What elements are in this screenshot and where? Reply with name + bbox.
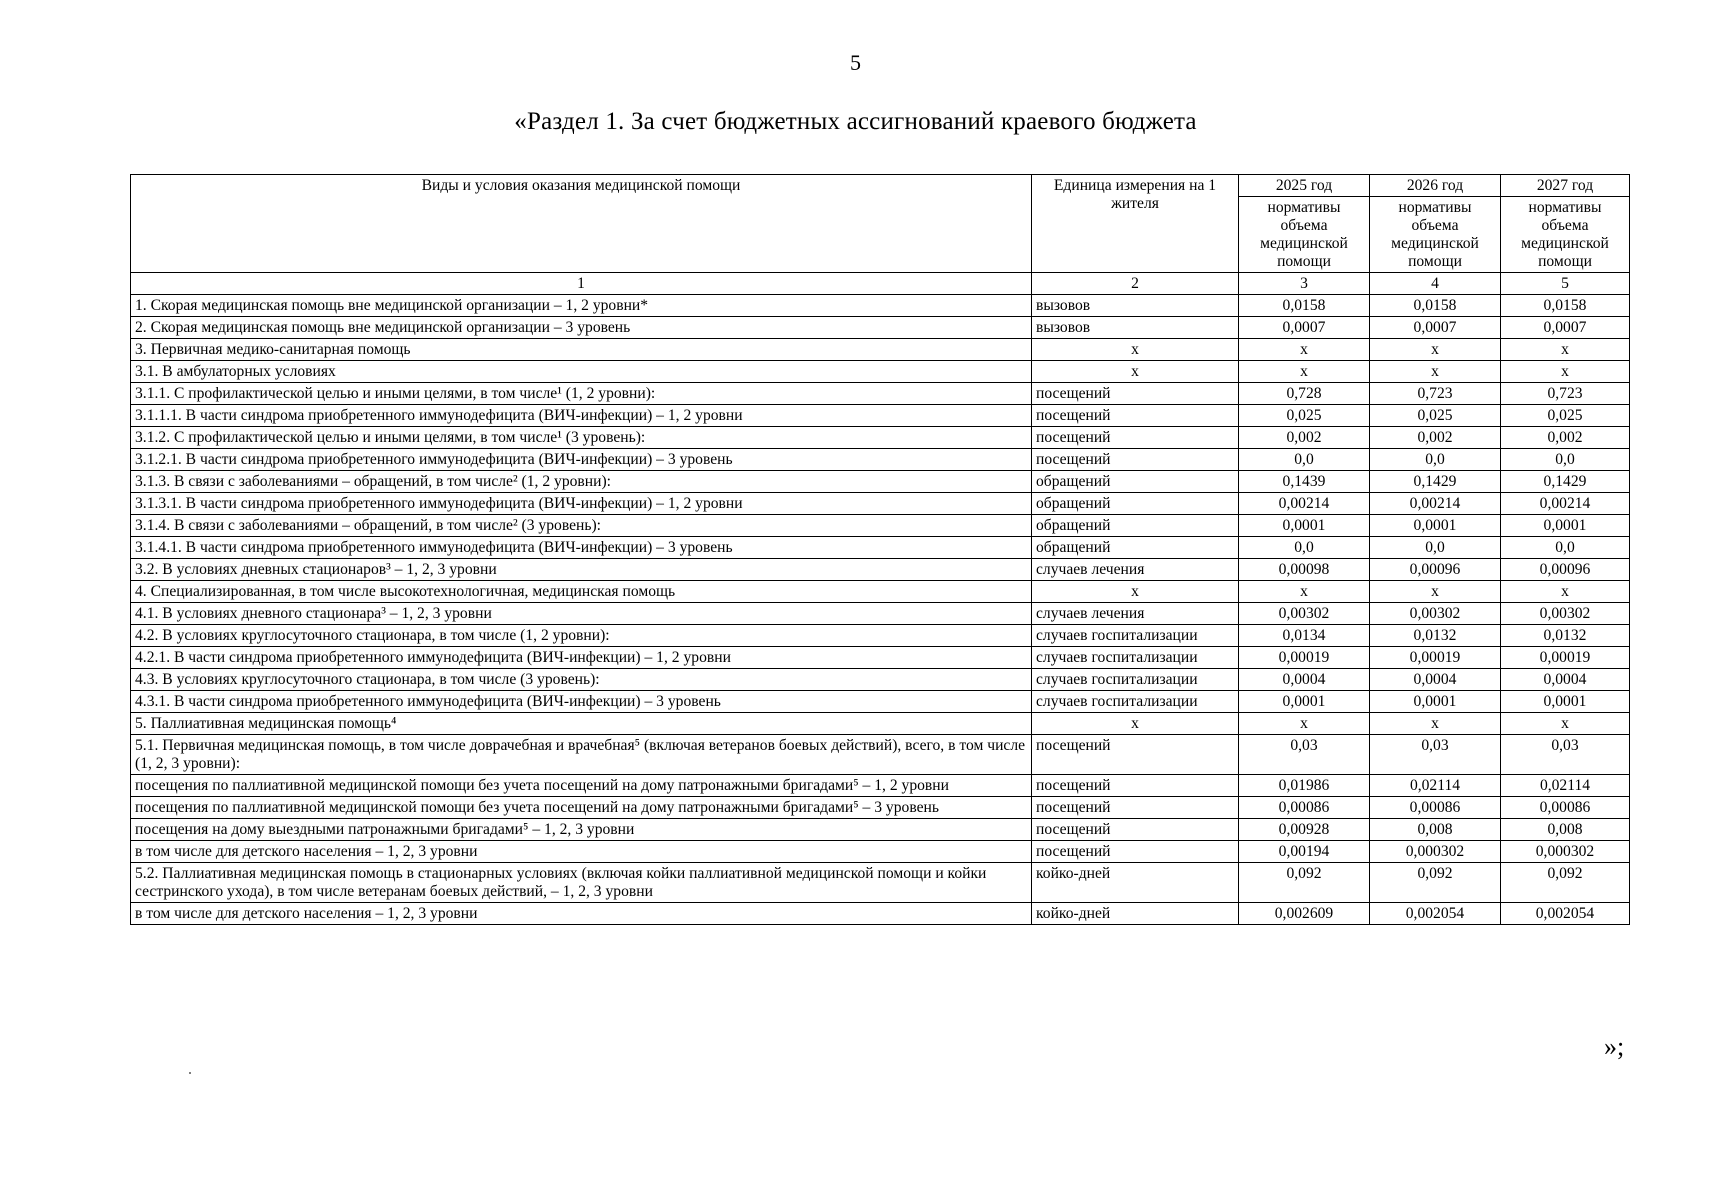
row-value-2026: 0,03 — [1370, 735, 1501, 775]
row-value-2025: х — [1239, 339, 1370, 361]
row-value-2026: х — [1370, 361, 1501, 383]
row-value-2025: х — [1239, 361, 1370, 383]
row-value-2025: 0,00928 — [1239, 819, 1370, 841]
row-unit: х — [1032, 713, 1239, 735]
scan-speck — [189, 1072, 191, 1074]
table-row — [131, 493, 1630, 515]
header-kind: Виды и условия оказания медицинской помощи — [131, 175, 1032, 273]
row-value-2026: 0,0004 — [1370, 669, 1501, 691]
row-value-2025: 0,0007 — [1239, 317, 1370, 339]
table-row — [131, 903, 1630, 925]
column-number: 5 — [1501, 273, 1630, 295]
row-unit: х — [1032, 339, 1239, 361]
row-value-2027: 0,1429 — [1501, 471, 1630, 493]
row-value-2027: 0,0 — [1501, 537, 1630, 559]
row-unit: обращений — [1032, 471, 1239, 493]
column-number: 4 — [1370, 273, 1501, 295]
row-name: 4.3. В условиях круглосуточного стационара, в том числе (3 уровень): — [131, 669, 1032, 691]
row-value-2026: 0,002054 — [1370, 903, 1501, 925]
row-value-2027: х — [1501, 713, 1630, 735]
table-row — [131, 841, 1630, 863]
row-value-2026: 0,00019 — [1370, 647, 1501, 669]
page-number: 5 — [850, 50, 861, 75]
row-value-2027: 0,00214 — [1501, 493, 1630, 515]
row-value-2026: 0,0 — [1370, 449, 1501, 471]
row-unit: посещений — [1032, 735, 1239, 775]
table-row — [131, 317, 1630, 339]
row-value-2027: 0,02114 — [1501, 775, 1630, 797]
row-unit: посещений — [1032, 383, 1239, 405]
header-norm-2026: нормативы объема медицинской помощи — [1370, 197, 1501, 273]
row-value-2026: 0,0 — [1370, 537, 1501, 559]
row-value-2025: 0,00302 — [1239, 603, 1370, 625]
column-number: 2 — [1032, 273, 1239, 295]
norms-table — [130, 174, 1630, 925]
row-name: посещения на дому выездными патронажными бригадами⁵ – 1, 2, 3 уровни — [131, 819, 1032, 841]
table-row — [131, 603, 1630, 625]
row-unit: случаев госпитализации — [1032, 625, 1239, 647]
row-value-2026: 0,00302 — [1370, 603, 1501, 625]
table-row — [131, 735, 1630, 775]
table-row — [131, 581, 1630, 603]
row-value-2027: 0,0 — [1501, 449, 1630, 471]
row-value-2026: 0,00096 — [1370, 559, 1501, 581]
row-unit: койко-дней — [1032, 863, 1239, 903]
row-value-2026: 0,1429 — [1370, 471, 1501, 493]
row-name: 5.1. Первичная медицинская помощь, в том числе доврачебная и врачебная⁵ (включая ветеранов боевых действий), всего, в том числе (1, 2, 3 уровни): — [131, 735, 1032, 775]
row-value-2026: 0,092 — [1370, 863, 1501, 903]
row-value-2026: 0,00086 — [1370, 797, 1501, 819]
row-name: 4.2. В условиях круглосуточного стационара, в том числе (1, 2 уровни): — [131, 625, 1032, 647]
row-unit: посещений — [1032, 775, 1239, 797]
row-unit: случаев госпитализации — [1032, 669, 1239, 691]
row-value-2027: 0,0007 — [1501, 317, 1630, 339]
row-name: 4. Специализированная, в том числе высокотехнологичная, медицинская помощь — [131, 581, 1032, 603]
row-value-2027: 0,000302 — [1501, 841, 1630, 863]
row-unit: случаев госпитализации — [1032, 691, 1239, 713]
row-value-2027: 0,723 — [1501, 383, 1630, 405]
row-value-2027: х — [1501, 339, 1630, 361]
row-value-2027: 0,0004 — [1501, 669, 1630, 691]
row-value-2027: 0,008 — [1501, 819, 1630, 841]
row-value-2026: 0,002 — [1370, 427, 1501, 449]
section-title: «Раздел 1. За счет бюджетных ассигнований краевого бюджета — [514, 108, 1197, 135]
row-value-2026: 0,00214 — [1370, 493, 1501, 515]
row-value-2026: 0,008 — [1370, 819, 1501, 841]
row-name: 2. Скорая медицинская помощь вне медицинской организации – 3 уровень — [131, 317, 1032, 339]
table-row — [131, 515, 1630, 537]
row-value-2027: 0,025 — [1501, 405, 1630, 427]
row-unit: посещений — [1032, 427, 1239, 449]
row-unit: х — [1032, 581, 1239, 603]
table-row — [131, 713, 1630, 735]
header-row-years — [131, 175, 1630, 197]
row-name: 3.1. В амбулаторных условиях — [131, 361, 1032, 383]
row-value-2026: х — [1370, 581, 1501, 603]
row-value-2025: 0,0134 — [1239, 625, 1370, 647]
column-number: 1 — [131, 273, 1032, 295]
table-row — [131, 537, 1630, 559]
row-value-2026: 0,0158 — [1370, 295, 1501, 317]
row-value-2026: 0,02114 — [1370, 775, 1501, 797]
table-row — [131, 559, 1630, 581]
row-value-2025: 0,00086 — [1239, 797, 1370, 819]
row-name: посещения по паллиативной медицинской помощи без учета посещений на дому патронажными бригадами⁵ – 3 уровень — [131, 797, 1032, 819]
row-value-2025: 0,0004 — [1239, 669, 1370, 691]
table-row — [131, 449, 1630, 471]
row-unit: случаев лечения — [1032, 559, 1239, 581]
row-name: в том числе для детского населения – 1, 2, 3 уровни — [131, 841, 1032, 863]
row-value-2025: 0,728 — [1239, 383, 1370, 405]
row-value-2027: 0,002054 — [1501, 903, 1630, 925]
table-row — [131, 863, 1630, 903]
row-name: 3.1.1.1. В части синдрома приобретенного иммунодефицита (ВИЧ-инфекции) – 1, 2 уровни — [131, 405, 1032, 427]
row-value-2026: 0,0001 — [1370, 691, 1501, 713]
column-number-row — [131, 273, 1630, 295]
closing-quote: »; — [1604, 1032, 1625, 1061]
row-name: 4.3.1. В части синдрома приобретенного иммунодефицита (ВИЧ-инфекции) – 3 уровень — [131, 691, 1032, 713]
row-value-2027: 0,00086 — [1501, 797, 1630, 819]
row-value-2025: 0,0001 — [1239, 691, 1370, 713]
header-norm-2027: нормативы объема медицинской помощи — [1501, 197, 1630, 273]
row-name: 1. Скорая медицинская помощь вне медицинской организации – 1, 2 уровни* — [131, 295, 1032, 317]
row-name: 3.1.1. С профилактической целью и иными целями, в том числе¹ (1, 2 уровни): — [131, 383, 1032, 405]
row-value-2027: 0,00302 — [1501, 603, 1630, 625]
table-row — [131, 691, 1630, 713]
row-value-2025: 0,0001 — [1239, 515, 1370, 537]
row-value-2025: 0,0 — [1239, 537, 1370, 559]
table-row — [131, 775, 1630, 797]
row-value-2027: 0,00096 — [1501, 559, 1630, 581]
header-unit: Единица измерения на 1 жителя — [1032, 175, 1239, 273]
row-value-2026: х — [1370, 713, 1501, 735]
table-row — [131, 295, 1630, 317]
table-row — [131, 797, 1630, 819]
row-name: 4.2.1. В части синдрома приобретенного иммунодефицита (ВИЧ-инфекции) – 1, 2 уровни — [131, 647, 1032, 669]
row-unit: посещений — [1032, 405, 1239, 427]
row-unit: койко-дней — [1032, 903, 1239, 925]
row-value-2025: 0,01986 — [1239, 775, 1370, 797]
row-unit: посещений — [1032, 449, 1239, 471]
row-value-2026: 0,723 — [1370, 383, 1501, 405]
table-row — [131, 819, 1630, 841]
row-value-2025: х — [1239, 713, 1370, 735]
row-unit: обращений — [1032, 493, 1239, 515]
row-value-2027: 0,00019 — [1501, 647, 1630, 669]
row-value-2025: 0,002609 — [1239, 903, 1370, 925]
header-year-2027: 2027 год — [1501, 175, 1630, 197]
row-unit: случаев госпитализации — [1032, 647, 1239, 669]
row-value-2026: 0,0001 — [1370, 515, 1501, 537]
row-value-2025: 0,00194 — [1239, 841, 1370, 863]
row-unit: обращений — [1032, 515, 1239, 537]
row-name: 3.1.4. В связи с заболеваниями – обращений, в том числе² (3 уровень): — [131, 515, 1032, 537]
row-value-2027: 0,0158 — [1501, 295, 1630, 317]
table-row — [131, 405, 1630, 427]
row-value-2026: 0,025 — [1370, 405, 1501, 427]
header-norm-2025: нормативы объема медицинской помощи — [1239, 197, 1370, 273]
row-value-2025: 0,002 — [1239, 427, 1370, 449]
table-row — [131, 339, 1630, 361]
row-name: 3.1.3.1. В части синдрома приобретенного иммунодефицита (ВИЧ-инфекции) – 1, 2 уровни — [131, 493, 1032, 515]
row-value-2025: 0,00098 — [1239, 559, 1370, 581]
column-number: 3 — [1239, 273, 1370, 295]
table-row — [131, 427, 1630, 449]
row-name: 3.1.4.1. В части синдрома приобретенного иммунодефицита (ВИЧ-инфекции) – 3 уровень — [131, 537, 1032, 559]
row-unit: вызовов — [1032, 317, 1239, 339]
table-row — [131, 383, 1630, 405]
row-value-2027: х — [1501, 361, 1630, 383]
row-value-2025: 0,0 — [1239, 449, 1370, 471]
row-value-2027: 0,092 — [1501, 863, 1630, 903]
table-row — [131, 647, 1630, 669]
row-unit: х — [1032, 361, 1239, 383]
row-unit: посещений — [1032, 819, 1239, 841]
table-row — [131, 361, 1630, 383]
row-value-2025: 0,00214 — [1239, 493, 1370, 515]
row-name: 5.2. Паллиативная медицинская помощь в стационарных условиях (включая койки паллиативной медицинской помощи и койки сестринского ухода), в том числе ветеранам боевых действий, – 1, 2, 3 уровни — [131, 863, 1032, 903]
row-name: 4.1. В условиях дневного стационара³ – 1, 2, 3 уровни — [131, 603, 1032, 625]
table-row — [131, 669, 1630, 691]
row-unit: вызовов — [1032, 295, 1239, 317]
header-year-2025: 2025 год — [1239, 175, 1370, 197]
row-value-2025: 0,1439 — [1239, 471, 1370, 493]
row-value-2025: х — [1239, 581, 1370, 603]
row-name: 3.1.3. В связи с заболеваниями – обращений, в том числе² (1, 2 уровни): — [131, 471, 1032, 493]
row-value-2027: 0,0001 — [1501, 691, 1630, 713]
row-value-2026: х — [1370, 339, 1501, 361]
row-name: 3.1.2.1. В части синдрома приобретенного иммунодефицита (ВИЧ-инфекции) – 3 уровень — [131, 449, 1032, 471]
row-name: в том числе для детского населения – 1, 2, 3 уровни — [131, 903, 1032, 925]
row-value-2026: 0,000302 — [1370, 841, 1501, 863]
row-unit: случаев лечения — [1032, 603, 1239, 625]
row-value-2027: х — [1501, 581, 1630, 603]
row-name: 3.1.2. С профилактической целью и иными целями, в том числе¹ (3 уровень): — [131, 427, 1032, 449]
row-unit: обращений — [1032, 537, 1239, 559]
table-row — [131, 625, 1630, 647]
row-value-2025: 0,00019 — [1239, 647, 1370, 669]
row-name: 5. Паллиативная медицинская помощь⁴ — [131, 713, 1032, 735]
row-value-2025: 0,0158 — [1239, 295, 1370, 317]
row-value-2025: 0,03 — [1239, 735, 1370, 775]
row-unit: посещений — [1032, 841, 1239, 863]
header-year-2026: 2026 год — [1370, 175, 1501, 197]
row-value-2027: 0,0132 — [1501, 625, 1630, 647]
table-row — [131, 471, 1630, 493]
row-name: 3.2. В условиях дневных стационаров³ – 1, 2, 3 уровни — [131, 559, 1032, 581]
row-value-2027: 0,0001 — [1501, 515, 1630, 537]
row-value-2025: 0,092 — [1239, 863, 1370, 903]
row-value-2026: 0,0007 — [1370, 317, 1501, 339]
row-name: 3. Первичная медико-санитарная помощь — [131, 339, 1032, 361]
row-name: посещения по паллиативной медицинской помощи без учета посещений на дому патронажными бригадами⁵ – 1, 2 уровни — [131, 775, 1032, 797]
row-value-2025: 0,025 — [1239, 405, 1370, 427]
row-value-2027: 0,03 — [1501, 735, 1630, 775]
row-value-2026: 0,0132 — [1370, 625, 1501, 647]
row-value-2027: 0,002 — [1501, 427, 1630, 449]
row-unit: посещений — [1032, 797, 1239, 819]
